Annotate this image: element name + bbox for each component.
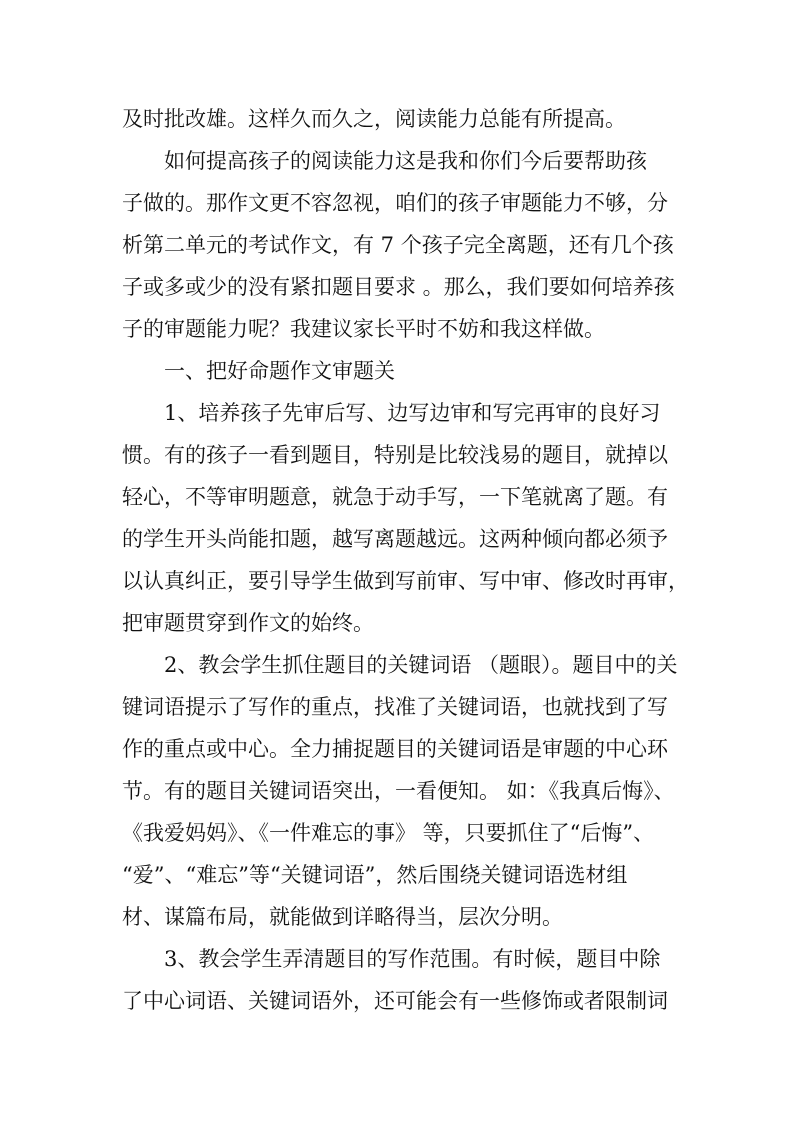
text-line: [0, 813, 794, 853]
text-line: [0, 855, 794, 895]
section-heading: [0, 351, 794, 391]
text-line: [0, 729, 794, 769]
line-text: 节。有的题目关键词语突出，一看便知。 如：《我真后悔》、: [122, 779, 675, 803]
line-text: 及时批改雄。这样久而久之，阅读能力总能有所提高。: [122, 107, 626, 131]
line-text: 的学生开头尚能扣题，越写离题越远。这两种倾向都必须予: [122, 527, 668, 551]
text-line: [0, 225, 794, 265]
line-text: 了中心词语、关键词语外，还可能会有一些修饰或者限制词: [122, 989, 668, 1013]
text-line: [0, 141, 794, 181]
text-line: [0, 981, 794, 1021]
text-line: [0, 603, 794, 643]
text-line: [0, 939, 794, 979]
text-line: [0, 267, 794, 307]
text-line: [0, 771, 794, 811]
text-line: [0, 309, 794, 349]
text-line: [0, 99, 794, 139]
text-line: [0, 519, 794, 559]
text-line: [0, 183, 794, 223]
line-text: 3、教会学生弄清题目的写作范围。有时候，题目中除: [164, 947, 661, 971]
line-text: 材、谋篇布局，就能做到详略得当，层次分明。: [122, 905, 563, 929]
line-text: 子的审题能力呢？我建议家长平时不妨和我这样做。: [122, 317, 605, 341]
line-text: 键词语提示了写作的重点，找准了关键词语，也就找到了写: [122, 695, 668, 719]
text-line: [0, 687, 794, 727]
line-text: 一、把好命题作文审题关: [164, 359, 395, 383]
line-text: 把审题贯穿到作文的始终。: [122, 611, 374, 635]
line-text: 以认真纠正，要引导学生做到写前审、写中审、修改时再审，: [122, 569, 689, 593]
text-line: [0, 897, 794, 937]
line-text: 子做的。那作文更不容忽视，咱们的孩子审题能力不够，分: [122, 191, 668, 215]
text-line: [0, 393, 794, 433]
line-text: 1、培养孩子先审后写、边写边审和写完再审的良好习: [164, 401, 661, 425]
line-text: 惯。有的孩子一看到题目，特别是比较浅易的题目，就掉以: [122, 443, 668, 467]
line-text: 轻心，不等审明题意，就急于动手写，一下笔就离了题。有: [122, 485, 668, 509]
text-line: [0, 645, 794, 685]
text-line: [0, 435, 794, 475]
line-text: 如何提高孩子的阅读能力这是我和你们今后要帮助孩: [164, 149, 647, 173]
text-line: [0, 561, 794, 601]
line-text: 子或多或少的没有紧扣题目要求 。那么，我们要如何培养孩: [122, 275, 675, 299]
line-text: 2、教会学生抓住题目的关键词语 （题眼）。题目中的关: [164, 653, 678, 677]
line-text: “爱”、“难忘”等“关键词语”，然后围绕关键词语选材组: [122, 863, 628, 887]
line-text: 作的重点或中心。全力捕捉题目的关键词语是审题的中心环: [122, 737, 668, 761]
line-text: 《我爱妈妈》、《一件难忘的事》 等，只要抓住了“后悔”、: [122, 821, 655, 845]
text-line: [0, 477, 794, 517]
line-text: 析第二单元的考试作文，有 7 个孩子完全离题，还有几个孩: [122, 233, 674, 257]
